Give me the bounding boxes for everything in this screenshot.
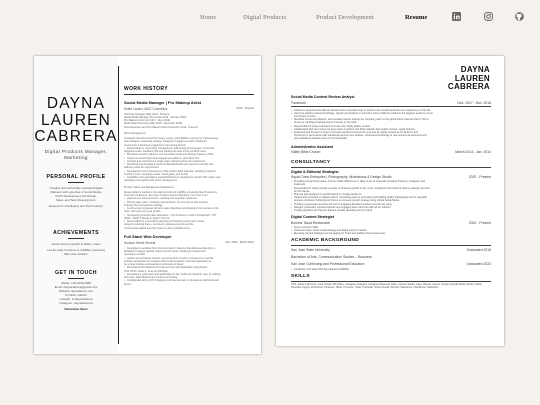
job-entry: Administrative Assistant Valley Bible Church March 2013 - Jan. 2014 — [291, 144, 491, 155]
achievements-text: Social Account growth to 200k + users Led the daily functions of a $40M+ producing Mac store location — [47, 242, 105, 256]
instagram-icon[interactable] — [484, 12, 493, 21]
nav-link-home[interactable]: Home — [200, 14, 217, 21]
github-icon[interactable] — [515, 12, 524, 21]
vertical-divider — [118, 66, 119, 344]
section-divider — [68, 182, 84, 183]
resume-name: DAYNA LAUREN CABRERA — [447, 65, 490, 92]
section-divider — [291, 281, 491, 282]
resume-job-title: Digital Products Manager, Marketing — [44, 149, 108, 160]
work-history-heading: WORK HISTORY — [124, 86, 168, 92]
section-divider — [291, 245, 491, 246]
section-divider — [291, 106, 491, 107]
resume-name: DAYNA LAUREN CABRERA — [34, 95, 118, 145]
contact-details: Mobile: (111) 846-6488 Email: daynacabrera@gmail.com Website: daynalauren.com Portfolio: GitHub LinkedIn: in/daynacabrera Instagram: daynalaurencd Relocation Open — [40, 281, 112, 311]
job-entry: Social Media Manager | Pro Makeup Artist Estée Lauder, MAC Cosmetics 2014 - Present Third Key Manager (May 2019 - Present) Social Media Manager (December 2019 - January 2022) Pro Makeup Artist (July 2017 - May 2019) Retail Sales Executive (May 2016 - November 2016) Store Executive and Pro Makeup Artist (November 2014 - Present) Store Management: Increased clientele turnout for beauty events, grew $200k+ revenue by implementing new Instagram marketing strategy. Instagram engagement with in-flowered consistently maintained engagement rate during launch. • Responsible for community management: addressing all messages, comments, suggested edits; feedback, DM and tracking all store of the pre-MAC store • Provided research, planned, and presented social and strategy based on KPIs. • Analyzed social impact and engagement patterns, grew MAC 8% • Created and customized a single page marketing focus for social posts. • Monitored and developed social media dashboards and reports to identify and address points for improvement • Development and maintenance of the social media calendar: updating important monthly to-dos, campaign needs, brand goals, and trends • Qualitative and quantitative analytical/reference analytics for weekly CRI reports and campaign post reports with senior management Product, Sales and Management Experience: Responsible for leading in the daily functions of a $40M+ producing Mac Products & Cosmetic Collections, launched 3 ethos product collections, new ones in an • Opened new store accounts, reaching new selection customers • Driving sales value, modeling new launches, 10 plus events with success Training client perspective strategy • Continuously surpassed all store sales objectives contributing to the success of the store, with year-over-year growth • Surpassing personal sales objectives + Top Producer in store's Productivity YTD (2023 - 2024) 3 Weeks in Rank 1 Top 1% • Responsible for successfully planning and hosting events with 1 week subject to tracking lines + previously unplanned events and the Continuously added and client base to drive establishments. — [124, 100, 254, 230]
resume-main — [291, 95, 491, 290]
resume-sidebar — [34, 56, 118, 354]
consultancy-section: CONSULTANCY Digital & Editorial Strategist Kayla Chew Enterprise | Photography, Illustrations & Design Studio 2020 - Present • Providing overall brand value, and the visible differences in daily sense of cinematic including Pinterest, Instagram and Facebook • Responsible for driving steady increase in Pinterest growth to 2k+ users. Instagram and rebuilt of various strategic services for this cliente • Planned and designed for growth based on 'budget audience' • Helped and consulted on digital content, Increasing goals to promoting and building quality photography and in copyright process combined, Following with focus on increase growth strategy using Global Social Media • Thinking to generate incentives for web of engaging Excellent entirely since for the entity • Designs, presented, exposed website and engaging their outcomes with all our industry. • Creating graphics and layouts that are visually appealing and on brand — [291, 160, 491, 212]
top-navigation — [0, 14, 540, 28]
achievements-heading: ACHIEVEMENTS — [52, 230, 100, 236]
job-entry: Digital Content Strategist Bonitos Tacos Restaurant 2020 - Present • Drove customer traffic • Implement data, social media strategy and digital content creation • Elevating content strategies and engaging for brand and building brand awareness — [291, 215, 491, 235]
section-divider — [291, 167, 491, 168]
academic-section: ACADEMIC BACKGROUND San Jose State University Graduated 2015 Bachelors of Arts, Communication Studies – Business San Jose Continuing and Professional Education Graduated 2023 • Certificate: Full Stack Web Development (MERN) — [291, 238, 491, 271]
section-divider — [124, 94, 254, 95]
personal-profile-heading: PERSONAL PROFILE — [46, 174, 106, 180]
nav-link-product-development[interactable]: Product Development — [316, 14, 374, 21]
job-entry: Social Media Content Review Analyst Facebook Dec. 2017 - Nov. 2018 • Gathered, analyzed and utilized relevant tools to develop ways to improve the overall Facebook user experience on the site • Used pre-existing market knowledge, signals and insights to overcome some problems related to the targeted audience of our community of users • Identified trends and patterns, and escalated issues outside the company policy to the global client (Internal Client). Terms of use by creating a tracking report of issues on the topic • Responsible for policy enforcement on the site, highly quality content • Collaborated with user issues (to keep track of policies and that) maintain high quality content, speak Industry • Dedicated and focused in order to increase product enforcement, and was as quality assurance for all forms and Performed in accordance with knowledge and our best policies, continuous knowledge of new security development and and maintained effective lines of communication — [291, 95, 491, 141]
personal-profile-text: Creative and technically-motivated Digital Marketer with expertise in Social Media, UI/UX Development and Design, Sales, and Team Development. Seasoned in the Beauty and Tech Industry. — [48, 186, 104, 208]
nav-link-digital-products[interactable]: Digital Products — [243, 14, 287, 21]
work-history — [124, 86, 254, 286]
nav-link-resume[interactable]: Resume — [405, 14, 428, 21]
section-divider — [68, 238, 84, 239]
job-entry: Full Stack Web Developer Hudson Harris Sheets Nov. 2020 - March 2021 • Developed a websites from front and back in React.js that delivered data from a Database Postgres website output several stores, working by request and reporting to a CEO • Gather and prioritized content, and presented a modern concept of an internal software application for company-wide implementation; improved application to be a clean intuitive and seamless workspace in React • Developed both backend and Internet client with application using React, CSS SCSS, Node.js, Knex and MSSQL • Developed a responsive web application for the mobile and desktop view, by utilizing web tools, Agile Method and Continuous Testing. • Collaborated with a UI/UX designer and internal users to develop an optimized web layout — [124, 234, 254, 286]
section-divider — [68, 278, 84, 279]
resume-page-right — [276, 56, 504, 346]
portfolio-link[interactable]: Portfolio: GitHub — [65, 293, 87, 297]
skills-section: SKILLS CSS, Adobe Lightroom, Java, Pinata, MS Office, Instagram Analytics, Instagram Business Suite, Content Studio, Later, Planoly, Canva, Google Analytics/Data Studio, Adobe Illustrator, Figma, Photoshop, Pinterest, Tiktok, Premiere, Trello, Hootsuite, Sprout Social, Sprinklr, Salesforce, WordPress, Mailchimp — [291, 274, 482, 290]
contact-heading: GET IN TOUCH — [55, 270, 97, 276]
resume-page-left — [34, 56, 261, 354]
linkedin-icon[interactable] — [452, 12, 461, 21]
